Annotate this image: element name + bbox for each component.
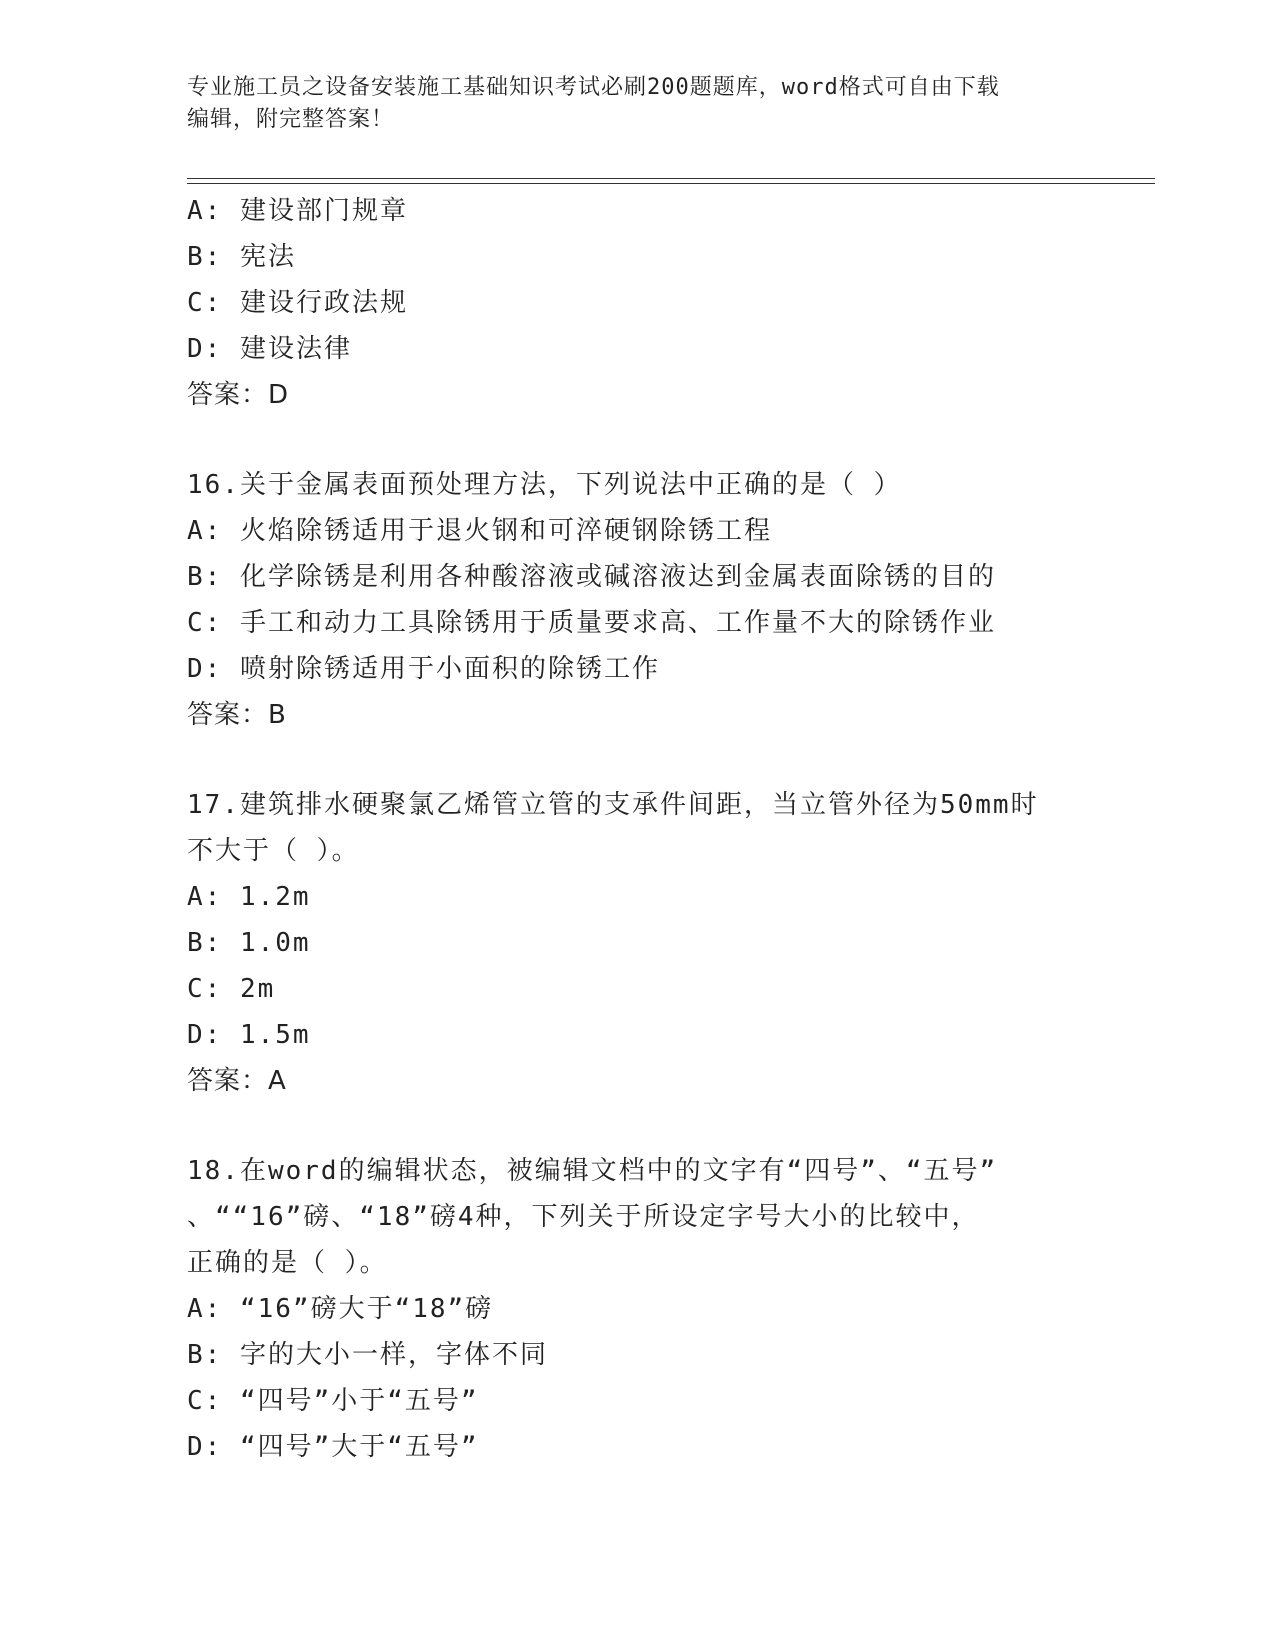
question-stem-cont: 正确的是（ ）。	[187, 1248, 388, 1278]
option-d: D: “四号”大于“五号”	[187, 1432, 479, 1462]
answer-line: 答案：B	[187, 700, 287, 730]
option-b: B: 宪法	[187, 242, 296, 272]
option-b: B: 化学除锈是利用各种酸溶液或碱溶液达到金属表面除锈的目的	[187, 562, 996, 592]
question-stem: 16.关于金属表面预处理方法，下列说法中正确的是（ ）	[187, 470, 902, 500]
header-title-line1: 专业施工员之设备安装施工基础知识考试必刷200题题库，word格式可自由下载	[187, 75, 1000, 100]
question-stem-cont: 不大于（ ）。	[187, 836, 360, 866]
question-17	[187, 782, 1087, 1104]
option-b: B: 1.0m	[187, 928, 311, 958]
question-stem-cont: 、““16”磅、“18”磅4种，下列关于所设定字号大小的比较中，	[187, 1202, 980, 1232]
question-stem: 18.在word的编辑状态，被编辑文档中的文字有“四号”、“五号”	[187, 1156, 998, 1186]
option-c: C: 手工和动力工具除锈用于质量要求高、工作量不大的除锈作业	[187, 608, 996, 638]
header-rule-bottom	[187, 183, 1155, 184]
option-a: A: 1.2m	[187, 882, 311, 912]
question-stem: 17.建筑排水硬聚氯乙烯管立管的支承件间距，当立管外径为50mm时	[187, 790, 1039, 820]
option-a: A: 建设部门规章	[187, 196, 408, 226]
answer-line: 答案：D	[187, 380, 290, 410]
option-c: C: 2m	[187, 974, 276, 1004]
option-d: D: 1.5m	[187, 1020, 311, 1050]
header-rule-top	[187, 178, 1155, 179]
option-b: B: 字的大小一样，字体不同	[187, 1340, 548, 1370]
question-15	[187, 188, 1087, 418]
option-a: A: 火焰除锈适用于退火钢和可淬硬钢除锈工程	[187, 516, 772, 546]
question-18	[187, 1148, 1087, 1470]
question-list	[187, 188, 1087, 1470]
answer-line: 答案：A	[187, 1066, 287, 1096]
option-d: D: 喷射除锈适用于小面积的除锈工作	[187, 654, 660, 684]
header-title-line2: 编辑，附完整答案！	[187, 107, 395, 132]
option-d: D: 建设法律	[187, 334, 352, 364]
document-header	[187, 72, 1087, 136]
question-16	[187, 462, 1087, 738]
option-c: C: “四号”小于“五号”	[187, 1386, 479, 1416]
option-a: A: “16”磅大于“18”磅	[187, 1294, 494, 1324]
option-c: C: 建设行政法规	[187, 288, 408, 318]
